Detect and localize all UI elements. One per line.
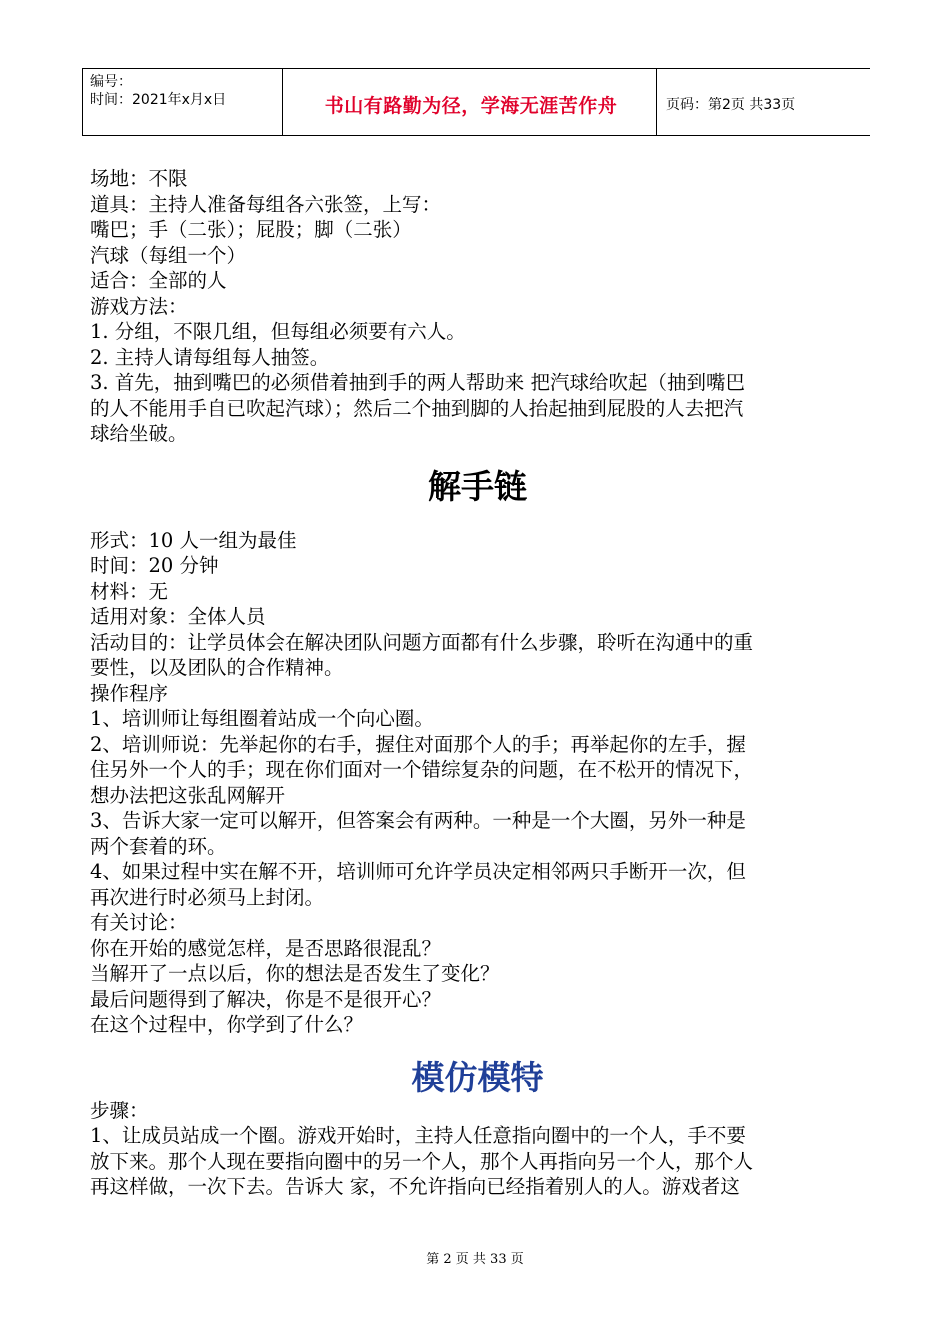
paragraph-line: 1、培训师让每组圈着站成一个向心圈。 [90, 707, 434, 730]
paragraph-line: 操作程序 [90, 681, 169, 705]
paragraph-line: 4、如果过程中实在解不开，培训师可允许学员决定相邻两只手断开一次，但 [90, 860, 746, 883]
paragraph-line: 汽球（每组一个） [90, 243, 247, 267]
document-body [90, 166, 865, 1200]
header-divider [82, 69, 83, 135]
paragraph-line: 3、告诉大家一定可以解开，但答案会有两种。一种是一个大圈，另外一种是 [90, 809, 746, 832]
paragraph-line: 材料：无 [90, 579, 169, 603]
header-page-info: 页码：第2页 共33页 [666, 97, 796, 113]
paragraph-line: 在这个过程中，你学到了什么？ [90, 1013, 364, 1036]
paragraph-line: 2. 主持人请每组每人抽签。 [90, 345, 330, 369]
paragraph-line: 3. 首先，抽到嘴巴的必须借着抽到手的两人帮助来 把汽球给吹起（抽到嘴巴 [90, 371, 746, 394]
paragraph-line: 道具：主持人准备每组各六张签，上写： [90, 192, 442, 216]
paragraph-line: 再这样做，一次下去。告诉大 家，不允许指向已经指着别人的人。游戏者这 [90, 1175, 740, 1198]
paragraph-line: 的人不能用手自已吹起汽球）；然后二个抽到脚的人抬起抽到屁股的人去把汽 [90, 396, 744, 420]
section-title: 解手链 [428, 466, 527, 506]
paragraph-line: 你在开始的感觉怎样，是否思路很混乱？ [90, 936, 442, 960]
paragraph-line: 时间：20 分钟 [90, 554, 219, 577]
paragraph-line: 当解开了一点以后，你的想法是否发生了变化？ [90, 962, 500, 985]
paragraph-line: 要性，以及团队的合作精神。 [90, 656, 344, 679]
paragraph-line: 适用对象：全体人员 [90, 605, 266, 628]
paragraph-line: 场地：不限 [90, 167, 188, 190]
page-footer: 第 2 页 共 33 页 [426, 1252, 524, 1267]
paragraph-line: 游戏方法： [90, 294, 188, 318]
paragraph-line: 有关讨论： [90, 911, 188, 934]
paragraph-line: 1. 分组，不限几组，但每组必须要有六人。 [90, 320, 466, 343]
section-title: 模仿模特 [411, 1057, 544, 1097]
paragraph-line: 住另外一个人的手；现在你们面对一个错综复杂的问题，在不松开的情况下， [90, 758, 754, 781]
paragraph-line: 球给坐破。 [90, 422, 188, 445]
paragraph-line: 最后问题得到了解决，你是不是很开心？ [90, 987, 442, 1011]
paragraph-line: 想办法把这张乱网解开 [90, 783, 286, 807]
paragraph-line: 适合：全部的人 [90, 269, 227, 292]
paragraph-line: 2、培训师说：先举起你的右手，握住对面那个人的手；再举起你的左手，握 [90, 732, 746, 756]
header-divider [282, 69, 283, 135]
section-jieshoulian [90, 528, 865, 1038]
paragraph-line: 放下来。那个人现在要指向圈中的另一个人，那个人再指向另一个人，那个人 [90, 1149, 754, 1173]
serial-label: 编号： [90, 74, 132, 90]
intro-section [90, 166, 865, 447]
paragraph-line: 再次进行时必须马上封闭。 [90, 885, 325, 909]
paragraph-line: 步骤： [90, 1098, 149, 1122]
paragraph-line: 活动目的：让学员体会在解决团队问题方面都有什么步骤，聆听在沟通中的重 [90, 630, 754, 654]
page-header [82, 68, 870, 136]
paragraph-line: 1、让成员站成一个圈。游戏开始时，主持人任意指向圈中的一个人，手不要 [90, 1124, 746, 1147]
paragraph-line: 两个套着的环。 [90, 834, 227, 858]
header-meta [90, 73, 226, 109]
header-motto: 书山有路勤为径，学海无涯苦作舟 [324, 95, 618, 117]
paragraph-line: 嘴巴；手（二张）；屁股；脚（二张） [90, 218, 412, 241]
paragraph-line: 形式：10 人一组为最佳 [90, 528, 297, 552]
section-mofang-mote [90, 1098, 865, 1200]
date-line: 时间：2021年x月x日 [90, 92, 227, 108]
